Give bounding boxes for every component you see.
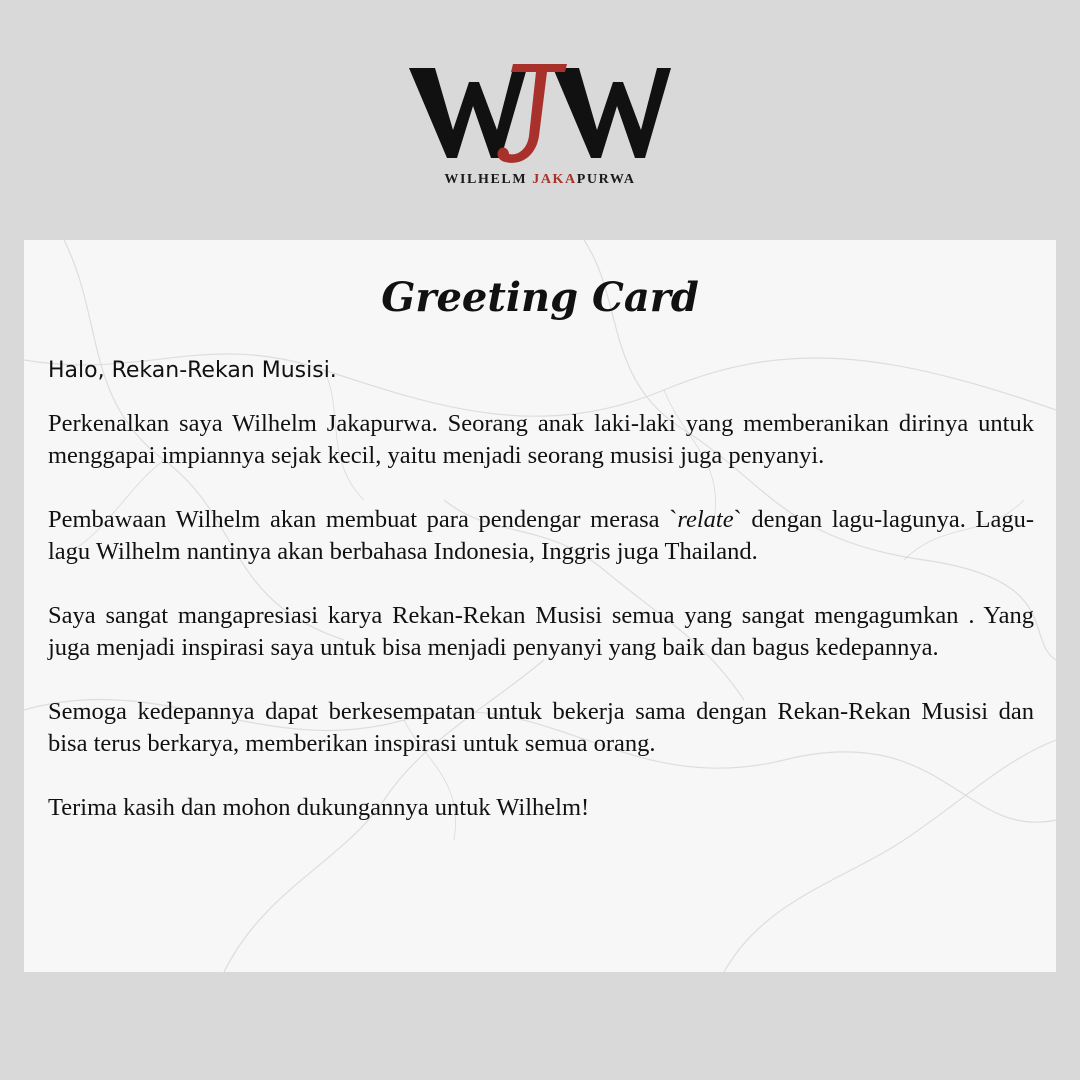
wjw-monogram: [405, 58, 675, 170]
brand-name-last: PURWA: [576, 172, 636, 187]
brand-name-first: WILHELM: [444, 172, 533, 187]
paragraph-intro: Perkenalkan saya Wilhelm Jakapurwa. Seorang anak laki-laki yang memberanikan dirinya untuk menggapai impiannya sejak kecil, yaitu menjadi seorang musisi juga penyanyi.: [48, 410, 1034, 469]
greeting-card: [24, 240, 1056, 972]
brand-name: [0, 172, 1080, 188]
paragraph-style-before: Pembawaan Wilhelm akan membuat para pendengar merasa `: [48, 506, 678, 533]
paragraph-style-after: ` dengan lagu-lagunya. Lagu-lagu Wilhelm nantinya akan berbahasa Indonesia, Inggris juga Thailand.: [48, 506, 1034, 565]
paragraph-style: [48, 504, 1034, 568]
paragraph-appreciation: Saya sangat mangapresiasi karya Rekan-Rekan Musisi semua yang sangat mengagumkan . Yang juga menjadi inspirasi saya untuk bisa menjadi penyanyi yang baik dan bagus kedepannya.: [48, 602, 1034, 661]
greeting-line: Halo, Rekan-Rekan Musisi.: [48, 358, 337, 383]
paragraph-hope: Semoga kedepannya dapat berkesempatan untuk bekerja sama dengan Rekan-Rekan Musisi dan bisa terus berkarya, memberikan inspirasi untuk semua orang.: [48, 698, 1034, 757]
card-body: [48, 408, 1034, 856]
brand-name-accent: JAKA: [532, 172, 577, 187]
paragraph-style-italic: relate: [677, 506, 734, 533]
card-title: Greeting Card: [381, 274, 699, 321]
paragraph-thanks: Terima kasih dan mohon dukungannya untuk Wilhelm!: [48, 794, 590, 821]
